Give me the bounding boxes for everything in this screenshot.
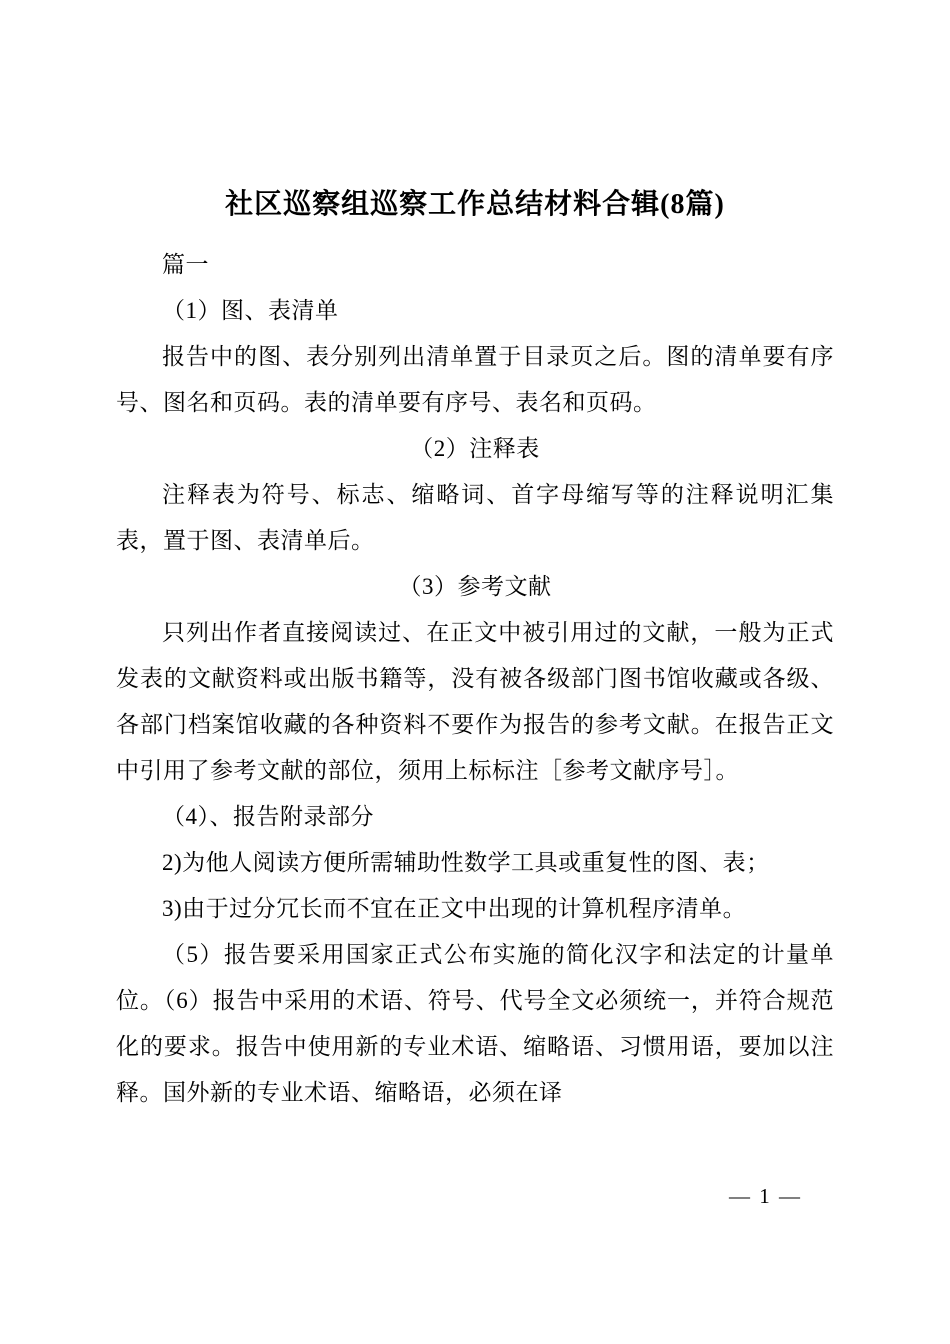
paragraph-body: 只列出作者直接阅读过、在正文中被引用过的文献，一般为正式发表的文献资料或出版书籍等，没有被各级部门图书馆收藏或各级、各部门档案馆收藏的各种资料不要作为报告的参考文献。在报告正文中引用了参考文献的部位，须用上标标注［参考文献序号］。 — [116, 620, 834, 783]
paragraph-list-item: 2)为他人阅读方便所需辅助性数学工具或重复性的图、表； — [162, 850, 770, 875]
paragraph-body: （5）报告要采用国家正式公布实施的简化汉字和法定的计量单位。（6）报告中采用的术语、符号、代号全文必须统一，并符合规范化的要求。报告中使用新的专业术语、缩略语、习惯用语，要加以注释。国外新的专业术语、缩略语，必须在译 — [116, 942, 834, 1105]
paragraph-heading-1: （1）图、表清单 — [162, 298, 339, 323]
paragraph-list-item: 3)由于过分冗长而不宜在正文中出现的计算机程序清单。 — [162, 896, 747, 921]
page-number: — 1 — — [729, 1184, 802, 1208]
paragraph-body: 报告中的图、表分别列出清单置于目录页之后。图的清单要有序号、图名和页码。表的清单要有序号、表名和页码。 — [116, 344, 834, 415]
paragraph-heading-2: （2）注释表 — [410, 436, 540, 461]
document-content — [116, 184, 834, 1116]
paragraph-section-label: 篇一 — [162, 252, 209, 277]
document-title: 社区巡察组巡察工作总结材料合辑(8篇) — [225, 189, 725, 220]
paragraph-heading-4: （4）、报告附录部分 — [162, 804, 374, 829]
paragraph-heading-3: （3）参考文献 — [398, 574, 552, 599]
paragraph-body: 注释表为符号、标志、缩略词、首字母缩写等的注释说明汇集表，置于图、表清单后。 — [116, 482, 834, 553]
